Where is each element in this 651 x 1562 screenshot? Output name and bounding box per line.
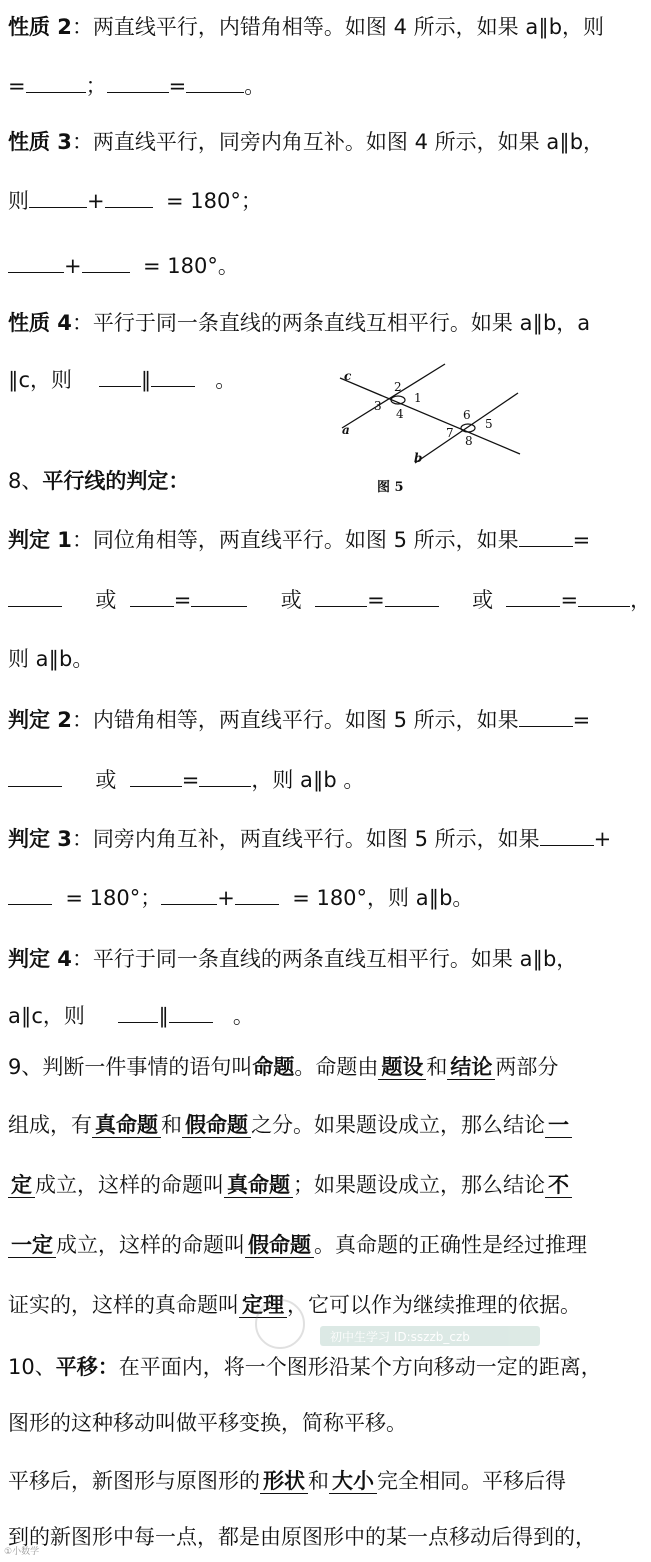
angle-6: 6	[463, 408, 471, 422]
line-a	[342, 364, 445, 428]
section-10-line4: 到的新图形中每一点，都是由原图形中的某一点移动后得到的，	[8, 1525, 596, 1549]
criterion-1-line2: 或 = 或 = 或 = ，	[8, 584, 636, 615]
section-10-line3: 平移后，新图形与原图形的 形状 和 大小 完全相同。平移后得	[8, 1469, 566, 1493]
property-3-line1: 性质 3：两直线平行，同旁内角互补。如图 4 所示，如果 a∥b，	[8, 130, 605, 154]
property-3-line3: + = 180°。	[8, 250, 636, 281]
line-c	[340, 378, 520, 454]
section-9-line4: 一定 成立，这样的命题叫 假命题 。真命题的正确性是经过推理	[8, 1230, 636, 1260]
property-4-line2: ∥c，则 ∥ 。	[8, 364, 636, 395]
angle-2: 2	[394, 380, 402, 394]
angle-8: 8	[465, 434, 473, 448]
property-2-line1: 性质 2：两直线平行，内错角相等。如图 4 所示，如果 a∥b，则	[8, 15, 605, 39]
footer-mark: ①小数学	[4, 1547, 40, 1557]
criterion-3-line1: 判定 3：同旁内角互补，两直线平行。如图 5 所示，如果 +	[8, 823, 636, 854]
angle-1: 1	[414, 391, 422, 405]
section-9-line5: 证实的，这样的真命题叫 定理 ，它可以作为继续推理的依据。	[8, 1293, 581, 1317]
label-b: b	[414, 451, 423, 465]
line-b	[415, 393, 518, 463]
criterion-4-line2: a∥c，则 ∥ 。	[8, 1000, 636, 1031]
watermark-logo	[250, 1290, 550, 1360]
property-2-line2: = ； = 。	[8, 70, 636, 101]
section-10-line2: 图形的这种移动叫做平移变换，简称平移。	[8, 1411, 407, 1435]
criterion-1-line3: 则 a∥b。	[8, 647, 94, 671]
criterion-1-line1: 判定 1：同位角相等，两直线平行。如图 5 所示，如果 =	[8, 524, 636, 555]
svg-text:初中生学习 ID:sszzb_czb: 初中生学习 ID:sszzb_czb	[330, 1330, 470, 1344]
criterion-2-line2: 或 = ，则 a∥b 。	[8, 764, 636, 795]
criterion-2-line1: 判定 2：内错角相等，两直线平行。如图 5 所示，如果 =	[8, 704, 636, 735]
criterion-3-line2: = 180°； + = 180°，则 a∥b。	[8, 882, 636, 913]
section-9-line2: 组成，有 真命题 和 假命题 之分。如果题设成立，那么结论 一	[8, 1110, 636, 1140]
angle-5: 5	[485, 417, 493, 431]
property-3-line2: 则 + = 180°；	[8, 185, 636, 216]
angle-3: 3	[374, 399, 382, 413]
label-a: a	[342, 423, 350, 437]
label-c: c	[344, 369, 352, 383]
section-10-line1: 10、平移：在平面内，将一个图形沿某个方向移动一定的距离，	[8, 1355, 602, 1379]
section-8-heading: 8、平行线的判定：	[8, 469, 190, 493]
property-4-line1: 性质 4：平行于同一条直线的两条直线互相平行。如果 a∥b，a	[8, 311, 591, 335]
angle-4: 4	[396, 407, 404, 421]
angle-7: 7	[446, 426, 454, 440]
section-9-line3: 定 成立，这样的命题叫 真命题 ；如果题设成立，那么结论 不	[8, 1170, 636, 1200]
figure-caption: 图 5	[377, 480, 404, 495]
criterion-4-line1: 判定 4：平行于同一条直线的两条直线互相平行。如果 a∥b，	[8, 947, 578, 971]
section-9-line1: 9、判断一件事情的语句叫命题。命题由 题设 和 结论 两部分	[8, 1055, 559, 1079]
